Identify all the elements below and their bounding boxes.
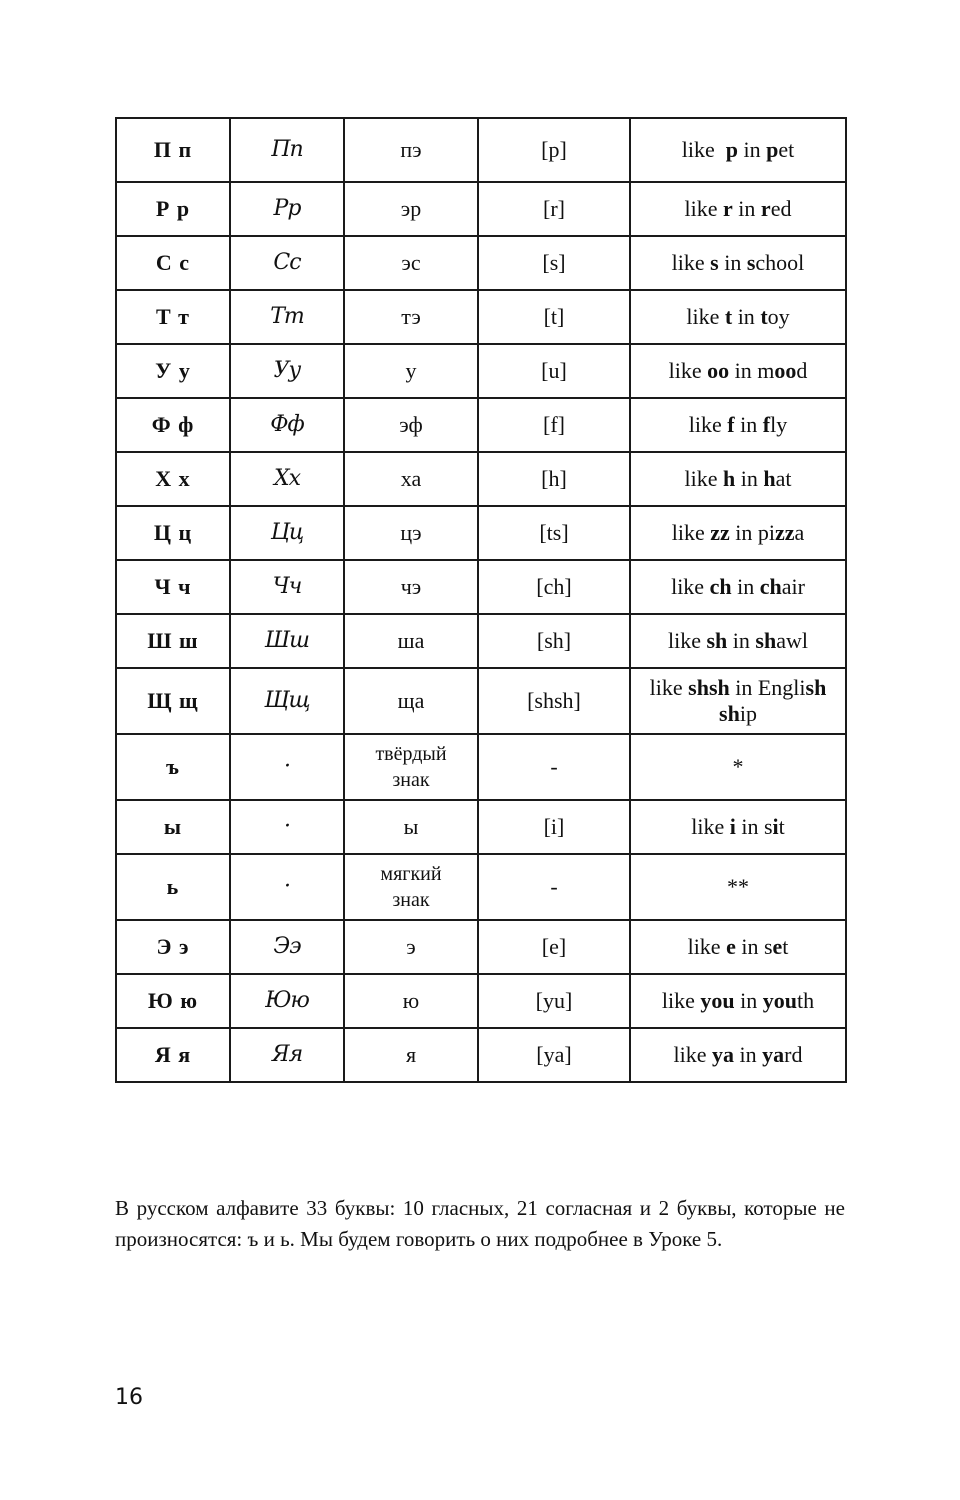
letter-name-line: ша bbox=[397, 628, 425, 653]
example-text: in bbox=[734, 1042, 763, 1067]
letter-name-line: эс bbox=[401, 250, 421, 275]
example-text: in bbox=[734, 988, 763, 1013]
highlighted-sound: zz bbox=[774, 520, 795, 545]
highlighted-sound: h bbox=[763, 466, 776, 491]
cursive-letter-cell: Шш bbox=[230, 614, 344, 668]
letter-name-cell bbox=[344, 854, 478, 920]
letter-name-cell bbox=[344, 236, 478, 290]
example-text: in m bbox=[729, 358, 775, 383]
example-text: like bbox=[687, 934, 727, 959]
example-text: like bbox=[671, 520, 711, 545]
highlighted-sound: zz bbox=[710, 520, 730, 545]
letter-name-line: ха bbox=[400, 466, 422, 491]
pronunciation-example-cell bbox=[630, 236, 846, 290]
highlighted-sound: r bbox=[723, 196, 733, 221]
sound-cell: [f] bbox=[478, 398, 630, 452]
highlighted-sound: ya bbox=[712, 1042, 735, 1067]
sound-cell: [t] bbox=[478, 290, 630, 344]
table-row bbox=[116, 734, 846, 800]
cursive-letter-cell: Фф bbox=[230, 398, 344, 452]
cursive-letter-cell: Сс bbox=[230, 236, 344, 290]
example-text: ly bbox=[770, 412, 788, 437]
sound-cell: [i] bbox=[478, 800, 630, 854]
table-row bbox=[116, 668, 846, 734]
highlighted-sound: s bbox=[746, 250, 756, 275]
letter-name-cell bbox=[344, 614, 478, 668]
example-text: in bbox=[737, 137, 767, 162]
printed-letter-cell: Т т bbox=[116, 290, 230, 344]
example-text: like bbox=[686, 304, 725, 329]
letter-name-line: твёрдый bbox=[375, 743, 447, 765]
highlighted-sound: i bbox=[772, 814, 779, 839]
example-text: like bbox=[691, 814, 730, 839]
example-text: like bbox=[668, 358, 708, 383]
letter-name-cell bbox=[344, 734, 478, 800]
sound-cell: [sh] bbox=[478, 614, 630, 668]
table-row bbox=[116, 398, 846, 452]
letter-name-line: эр bbox=[400, 196, 422, 221]
cursive-letter-cell: Ээ bbox=[230, 920, 344, 974]
cursive-letter-cell: Хх bbox=[230, 452, 344, 506]
letter-name-line: пэ bbox=[400, 137, 422, 162]
table-row bbox=[116, 1028, 846, 1082]
example-text: chool bbox=[755, 250, 805, 275]
letter-name-line: ы bbox=[403, 814, 419, 839]
printed-letter-cell: Щ щ bbox=[116, 668, 230, 734]
highlighted-sound: sh bbox=[719, 701, 740, 726]
pronunciation-example-cell bbox=[630, 854, 846, 920]
sound-cell: [ts] bbox=[478, 506, 630, 560]
sound-cell: [r] bbox=[478, 182, 630, 236]
pronunciation-example-cell bbox=[630, 668, 846, 734]
cursive-letter-cell: · bbox=[230, 734, 344, 800]
cursive-letter-cell: Чч bbox=[230, 560, 344, 614]
sound-cell: [shsh] bbox=[478, 668, 630, 734]
cursive-letter-cell: Цц bbox=[230, 506, 344, 560]
letter-name-cell bbox=[344, 452, 478, 506]
pronunciation-example-cell bbox=[630, 398, 846, 452]
example-text: in bbox=[727, 628, 756, 653]
pronunciation-example-cell bbox=[630, 182, 846, 236]
alphabet-table-body bbox=[116, 118, 846, 1082]
letter-name-line: цэ bbox=[400, 520, 422, 545]
example-text: in bbox=[735, 466, 764, 491]
highlighted-sound: e bbox=[726, 934, 736, 959]
pronunciation-example-cell bbox=[630, 118, 846, 182]
highlighted-sound: ch bbox=[759, 574, 782, 599]
alphabet-note: В русском алфавите 33 буквы: 10 гласных, 21 согласная и 2 буквы, которые не произносятся: ъ и ь. Мы будем говорить о них подробнее в Уроке 5. bbox=[115, 1196, 845, 1251]
sound-cell: - bbox=[478, 734, 630, 800]
example-text: t bbox=[782, 934, 789, 959]
table-row bbox=[116, 920, 846, 974]
pronunciation-example-cell bbox=[630, 506, 846, 560]
cursive-letter-cell: Яя bbox=[230, 1028, 344, 1082]
table-row bbox=[116, 974, 846, 1028]
printed-letter-cell: Ц ц bbox=[116, 506, 230, 560]
example-text: ip bbox=[739, 701, 757, 726]
highlighted-sound: p bbox=[725, 137, 738, 162]
table-row bbox=[116, 236, 846, 290]
table-row bbox=[116, 560, 846, 614]
letter-name-line: эф bbox=[399, 412, 423, 437]
pronunciation-example-cell bbox=[630, 290, 846, 344]
example-text: in pi bbox=[729, 520, 775, 545]
example-text: in bbox=[718, 250, 747, 275]
printed-letter-cell: Ф ф bbox=[116, 398, 230, 452]
example-text: like bbox=[684, 466, 723, 491]
printed-letter-cell: ъ bbox=[116, 734, 230, 800]
highlighted-sound: oo bbox=[707, 358, 730, 383]
example-text: like bbox=[684, 196, 724, 221]
letter-name-cell bbox=[344, 118, 478, 182]
printed-letter-cell: Э э bbox=[116, 920, 230, 974]
example-text: ** bbox=[727, 874, 749, 899]
example-text: like bbox=[671, 250, 711, 275]
table-row bbox=[116, 118, 846, 182]
letter-name-cell bbox=[344, 506, 478, 560]
example-text: like bbox=[661, 988, 701, 1013]
letter-name-cell bbox=[344, 290, 478, 344]
highlighted-sound: oo bbox=[774, 358, 797, 383]
sound-cell: [h] bbox=[478, 452, 630, 506]
printed-letter-cell: Х х bbox=[116, 452, 230, 506]
example-text bbox=[826, 675, 832, 700]
letter-name-line: мягкий bbox=[380, 863, 442, 885]
printed-letter-cell: Ю ю bbox=[116, 974, 230, 1028]
example-text: in bbox=[731, 574, 760, 599]
example-text: rd bbox=[784, 1042, 803, 1067]
table-row bbox=[116, 344, 846, 398]
pronunciation-example-cell bbox=[630, 920, 846, 974]
letter-name-line: знак bbox=[392, 889, 430, 911]
example-text: d bbox=[796, 358, 808, 383]
letter-name-cell bbox=[344, 800, 478, 854]
cursive-letter-cell: · bbox=[230, 854, 344, 920]
sound-cell: [u] bbox=[478, 344, 630, 398]
table-row bbox=[116, 800, 846, 854]
example-text: like bbox=[649, 675, 689, 700]
cursive-letter-cell: Щщ bbox=[230, 668, 344, 734]
example-text: * bbox=[732, 754, 744, 779]
example-text: like bbox=[671, 574, 710, 599]
example-text: like bbox=[668, 628, 707, 653]
cursive-letter-cell: · bbox=[230, 800, 344, 854]
cursive-letter-cell: Уу bbox=[230, 344, 344, 398]
highlighted-sound: t bbox=[760, 304, 768, 329]
example-text: like bbox=[681, 137, 726, 162]
letter-name-line: я bbox=[405, 1042, 417, 1067]
highlighted-sound: e bbox=[772, 934, 783, 959]
highlighted-sound: t bbox=[724, 304, 733, 329]
printed-letter-cell: ь bbox=[116, 854, 230, 920]
highlighted-sound: r bbox=[760, 196, 771, 221]
example-text: ed bbox=[770, 196, 792, 221]
example-text: oy bbox=[767, 304, 790, 329]
example-text: awl bbox=[776, 628, 808, 653]
cursive-letter-cell: Юю bbox=[230, 974, 344, 1028]
pronunciation-example-cell bbox=[630, 560, 846, 614]
example-text: in s bbox=[735, 934, 773, 959]
highlighted-sound: f bbox=[762, 412, 771, 437]
example-text: in Engli bbox=[729, 675, 806, 700]
highlighted-sound: shsh bbox=[688, 675, 730, 700]
letter-name-cell bbox=[344, 344, 478, 398]
highlighted-sound: ya bbox=[762, 1042, 785, 1067]
letter-name-line: у bbox=[405, 358, 417, 383]
pronunciation-example-cell bbox=[630, 974, 846, 1028]
highlighted-sound: f bbox=[727, 412, 735, 437]
letter-name-cell bbox=[344, 1028, 478, 1082]
table-row bbox=[116, 182, 846, 236]
letter-name-cell bbox=[344, 560, 478, 614]
printed-letter-cell: Я я bbox=[116, 1028, 230, 1082]
pronunciation-example-cell bbox=[630, 800, 846, 854]
example-text: a bbox=[794, 520, 805, 545]
alphabet-table bbox=[115, 117, 847, 1083]
pronunciation-example-cell bbox=[630, 1028, 846, 1082]
pronunciation-example-cell bbox=[630, 452, 846, 506]
letter-name-line: ща bbox=[397, 688, 425, 713]
letter-name-cell bbox=[344, 398, 478, 452]
example-text: like bbox=[688, 412, 728, 437]
pronunciation-example-cell bbox=[630, 734, 846, 800]
example-text: in bbox=[734, 412, 763, 437]
table-row bbox=[116, 290, 846, 344]
sound-cell: [ya] bbox=[478, 1028, 630, 1082]
printed-letter-cell: П п bbox=[116, 118, 230, 182]
letter-name-line: чэ bbox=[400, 574, 422, 599]
printed-letter-cell: У у bbox=[116, 344, 230, 398]
letter-name-line: ю bbox=[402, 988, 420, 1013]
printed-letter-cell: Ш ш bbox=[116, 614, 230, 668]
sound-cell: [s] bbox=[478, 236, 630, 290]
cursive-letter-cell: Рр bbox=[230, 182, 344, 236]
highlighted-sound: p bbox=[766, 137, 779, 162]
cursive-letter-cell: Тт bbox=[230, 290, 344, 344]
table-row bbox=[116, 854, 846, 920]
example-text: at bbox=[775, 466, 792, 491]
table-row bbox=[116, 614, 846, 668]
example-text: in bbox=[732, 304, 761, 329]
pronunciation-example-cell bbox=[630, 344, 846, 398]
sound-cell: [e] bbox=[478, 920, 630, 974]
highlighted-sound: sh bbox=[805, 675, 827, 700]
sound-cell: [p] bbox=[478, 118, 630, 182]
letter-name-cell bbox=[344, 974, 478, 1028]
highlighted-sound: s bbox=[710, 250, 719, 275]
highlighted-sound: you bbox=[700, 988, 735, 1013]
highlighted-sound: sh bbox=[706, 628, 728, 653]
highlighted-sound: ch bbox=[709, 574, 732, 599]
table-row bbox=[116, 452, 846, 506]
printed-letter-cell: Ч ч bbox=[116, 560, 230, 614]
example-text: air bbox=[781, 574, 805, 599]
sound-cell: - bbox=[478, 854, 630, 920]
printed-letter-cell: ы bbox=[116, 800, 230, 854]
letter-name-cell bbox=[344, 668, 478, 734]
letter-name-cell bbox=[344, 920, 478, 974]
highlighted-sound: you bbox=[762, 988, 797, 1013]
highlighted-sound: i bbox=[729, 814, 736, 839]
example-text: like bbox=[673, 1042, 713, 1067]
letter-name-line: знак bbox=[392, 769, 430, 791]
example-text: in s bbox=[735, 814, 773, 839]
highlighted-sound: sh bbox=[755, 628, 777, 653]
sound-cell: [yu] bbox=[478, 974, 630, 1028]
printed-letter-cell: Р р bbox=[116, 182, 230, 236]
table-row bbox=[116, 506, 846, 560]
example-text: in bbox=[732, 196, 761, 221]
example-text: t bbox=[778, 814, 785, 839]
page-number: 16 bbox=[115, 1385, 143, 1410]
cursive-letter-cell: Пп bbox=[230, 118, 344, 182]
printed-letter-cell: С с bbox=[116, 236, 230, 290]
letter-name-line: э bbox=[406, 934, 416, 959]
letter-name-line: тэ bbox=[401, 304, 421, 329]
example-text: et bbox=[778, 137, 795, 162]
sound-cell: [ch] bbox=[478, 560, 630, 614]
letter-name-cell bbox=[344, 182, 478, 236]
highlighted-sound: h bbox=[722, 466, 736, 491]
pronunciation-example-cell bbox=[630, 614, 846, 668]
example-text: th bbox=[797, 988, 815, 1013]
